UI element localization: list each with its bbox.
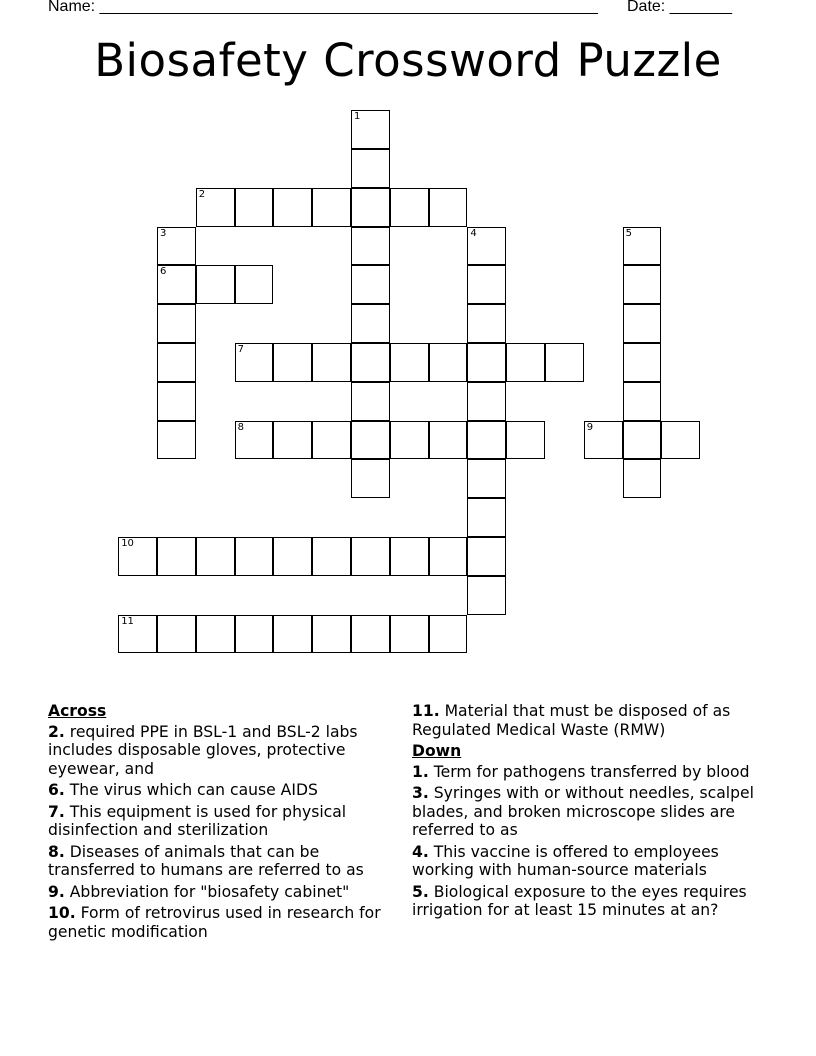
clue-across-7: 7. This equipment is used for physical disinfection and sterilization — [48, 802, 347, 839]
clue-across-9: 9. Abbreviation for "biosafety cabinet" — [48, 882, 350, 901]
grid-cell[interactable] — [351, 382, 390, 421]
grid-cell[interactable] — [545, 343, 584, 382]
grid-cell[interactable] — [623, 265, 662, 304]
grid-cell[interactable] — [623, 304, 662, 343]
grid-cell[interactable] — [467, 265, 506, 304]
grid-cell[interactable] — [467, 537, 506, 576]
grid-cell[interactable] — [157, 227, 196, 266]
grid-cell[interactable] — [429, 615, 468, 654]
grid-cell[interactable] — [235, 265, 274, 304]
clue-across-10: 10. Form of retrovirus used in research for genetic modification — [48, 904, 381, 941]
grid-cell[interactable] — [390, 421, 429, 460]
grid-cell[interactable] — [351, 227, 390, 266]
grid-cell[interactable] — [623, 421, 662, 460]
grid-cell[interactable] — [467, 382, 506, 421]
grid-cell[interactable] — [467, 498, 506, 537]
grid-cell[interactable] — [157, 265, 196, 304]
grid-cell[interactable] — [312, 343, 351, 382]
grid-cell[interactable] — [467, 459, 506, 498]
grid-cell[interactable] — [157, 382, 196, 421]
cell-number: 9 — [586, 421, 594, 433]
grid-cell[interactable] — [157, 537, 196, 576]
grid-cell[interactable] — [235, 343, 274, 382]
grid-cell[interactable] — [312, 537, 351, 576]
grid-cell[interactable] — [235, 615, 274, 654]
down-heading: Down — [412, 742, 462, 760]
grid-cell[interactable] — [429, 537, 468, 576]
grid-cell[interactable] — [196, 537, 235, 576]
grid-cell[interactable] — [661, 421, 700, 460]
grid-cell[interactable] — [506, 343, 545, 382]
cell-number: 8 — [237, 421, 244, 433]
grid-cell[interactable] — [623, 227, 662, 266]
grid-cell[interactable] — [429, 188, 468, 227]
grid-cell[interactable] — [351, 537, 390, 576]
grid-cell[interactable] — [235, 537, 274, 576]
grid-cell[interactable] — [351, 149, 390, 188]
grid-cell[interactable] — [196, 188, 235, 227]
cell-number: 11 — [121, 615, 134, 627]
clue-across-8: 8. Diseases of animals that can be transferred to humans are referred to as — [48, 842, 364, 879]
clues-right-column — [412, 702, 782, 923]
cell-number: 7 — [237, 344, 244, 355]
grid-cell[interactable] — [273, 188, 312, 227]
grid-cell[interactable] — [467, 304, 506, 343]
cell-number: 3 — [160, 227, 167, 239]
grid-cell[interactable] — [312, 615, 351, 654]
grid-cell[interactable] — [467, 343, 506, 382]
grid-cell[interactable] — [273, 537, 312, 576]
grid-cell[interactable] — [273, 615, 312, 654]
grid-cell[interactable] — [157, 421, 196, 460]
grid-cell[interactable] — [196, 615, 235, 654]
grid-cell[interactable] — [429, 421, 468, 460]
grid-cell[interactable] — [390, 537, 429, 576]
clues-left-column — [48, 702, 398, 944]
grid-cell[interactable] — [118, 537, 157, 576]
clue-down-1: 1. Term for pathogens transferred by blood — [412, 762, 750, 781]
grid-cell[interactable] — [351, 343, 390, 382]
grid-cell[interactable] — [157, 343, 196, 382]
grid-cell[interactable] — [157, 615, 196, 654]
grid-cell[interactable] — [273, 421, 312, 460]
grid-cell[interactable] — [506, 421, 545, 460]
name-field-label: Name: ________________________________________________________ — [48, 0, 598, 15]
clue-across-11: 11. Material that must be disposed of as Regulated Medical Waste (RMW) — [412, 702, 731, 739]
grid-cell[interactable] — [118, 615, 157, 654]
clue-down-5: 5. Biological exposure to the eyes requires irrigation for at least 15 minutes at an? — [412, 882, 747, 919]
grid-cell[interactable] — [351, 421, 390, 460]
grid-cell[interactable] — [351, 188, 390, 227]
cell-number: 6 — [160, 266, 167, 278]
grid-cell[interactable] — [351, 265, 390, 304]
grid-cell[interactable] — [351, 304, 390, 343]
cell-number: 5 — [625, 227, 632, 239]
clue-down-3: 3. Syringes with or without needles, scalpel blades, and broken microscope slides are referred to as — [412, 784, 754, 839]
grid-cell[interactable] — [584, 421, 623, 460]
clue-down-4: 4. This vaccine is offered to employees working with human-source materials — [412, 842, 719, 879]
grid-cell[interactable] — [429, 343, 468, 382]
page-title: Biosafety Crossword Puzzle — [94, 34, 722, 87]
grid-cell[interactable] — [467, 227, 506, 266]
grid-cell[interactable] — [623, 382, 662, 421]
cell-number: 4 — [470, 227, 477, 239]
clue-across-6: 6. The virus which can cause AIDS — [48, 781, 318, 799]
grid-cell[interactable] — [196, 265, 235, 304]
clue-across-2: 2. required PPE in BSL-1 and BSL-2 labs includes disposable gloves, protective eyewear, and — [48, 722, 358, 778]
grid-cell[interactable] — [157, 304, 196, 343]
grid-cell[interactable] — [467, 576, 506, 615]
grid-cell[interactable] — [390, 188, 429, 227]
grid-cell[interactable] — [273, 343, 312, 382]
grid-cell[interactable] — [351, 615, 390, 654]
grid-cell[interactable] — [467, 421, 506, 460]
grid-cell[interactable] — [235, 188, 274, 227]
grid-cell[interactable] — [390, 615, 429, 654]
cell-number: 1 — [354, 111, 361, 123]
across-heading: Across — [48, 702, 107, 720]
date-field-label: Date: _______ — [627, 0, 732, 15]
grid-cell[interactable] — [235, 421, 274, 460]
grid-cell[interactable] — [351, 459, 390, 498]
grid-cell[interactable] — [390, 343, 429, 382]
grid-cell[interactable] — [312, 421, 351, 460]
cell-number: 10 — [121, 538, 134, 549]
grid-cell[interactable] — [623, 343, 662, 382]
grid-cell[interactable] — [312, 188, 351, 227]
cell-number: 2 — [198, 188, 206, 200]
grid-cell[interactable] — [351, 110, 390, 149]
grid-cell[interactable] — [623, 459, 662, 498]
